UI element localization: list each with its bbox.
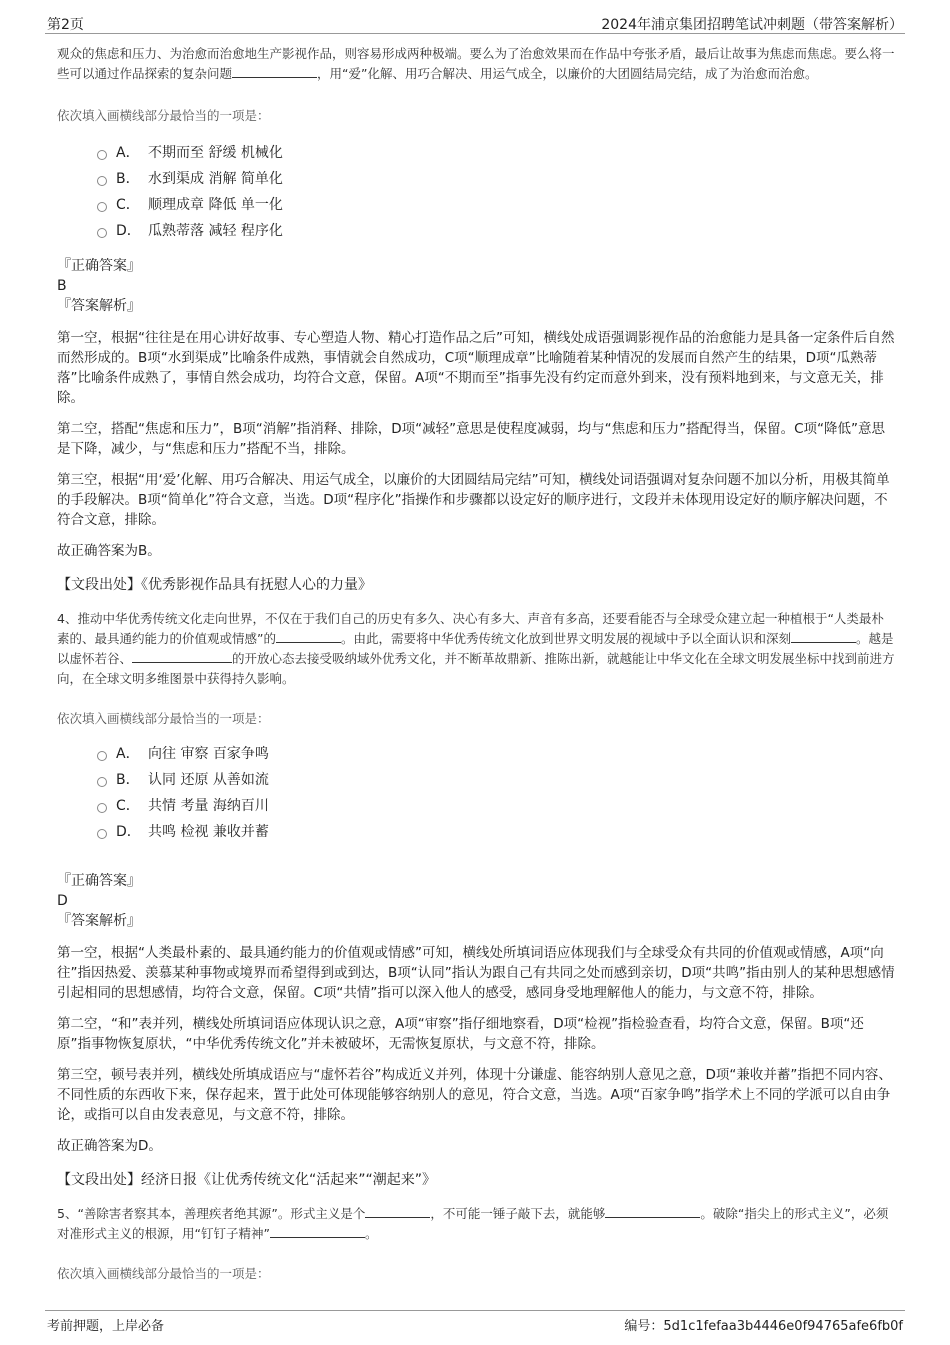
q3-option-c[interactable]: C． 顺理成章 降低 单一化 <box>97 192 895 218</box>
q4-source: 【文段出处】经济日报《让优秀传统文化“活起来”“潮起来”》 <box>57 1172 437 1188</box>
q3-analysis-paragraph: 第一空，根据“往往是在用心讲好故事、专心塑造人物、精心打造作品之后”可知，横线处成语强调影视作品的治愈能力是具备一定条件后自然而然形成的。B项“水到渠成”比喻条件成熟，事情就会自然成功，C项“顺理成章”比喻随着某种情况的发展而自然产生的结果，D项“瓜熟蒂落”比喻条件成熟了，事情自然会成功，均符合文意，保留。A项“不期而至”指事先没有约定而意外到来，没有预料地到来，与文意无关，排除。 <box>57 330 895 406</box>
q5-blank-1 <box>365 1204 430 1218</box>
q3-blank-3 <box>232 64 317 78</box>
q4-option-b[interactable]: B． 认同 还原 从善如流 <box>97 767 895 793</box>
q3-answer-label: 『正确答案』 <box>57 258 141 274</box>
q4-analysis-paragraph: 第三空，顿号表并列，横线处所填成语应与“虚怀若谷”构成近义并列，体现十分谦虚、能容纳别人意见之意，D项“兼收并蓄”指把不同内容、不同性质的东西收下来，保存起来，置于此处可体现能够容纳别人的意见，符合文意，当选。A项“百家争鸣”指学术上不同的学派可以自由争论，或指可以自由发表意见，与文意不符，排除。 <box>57 1067 892 1123</box>
q4-blank-3 <box>132 649 232 663</box>
q4-option-d[interactable]: D． 共鸣 检视 兼收并蓄 <box>97 819 895 845</box>
q3-analysis-label: 『答案解析』 <box>57 298 141 314</box>
q4-option-c[interactable]: C． 共情 考量 海纳百川 <box>97 793 895 819</box>
radio-icon[interactable] <box>97 176 107 186</box>
q3-analysis-paragraph: 第三空，根据“用‘爱’化解、用巧合解决、用运气成全，以廉价的大团圆结局完结”可知，横线处词语强调对复杂问题不加以分析，用极其简单的手段解决。B项“简单化”符合文意，当选。D项“程序化”指操作和步骤都以设定好的顺序进行，文段并未体现用设定好的顺序解决问题，不符合文意，排除。 <box>57 472 890 528</box>
radio-icon[interactable] <box>97 202 107 212</box>
q5-prompt: 依次填入画横线部分最恰当的一项是： <box>57 1266 270 1281</box>
q4-option-a[interactable]: A． 向往 审察 百家争鸣 <box>97 741 895 767</box>
q5-blank-3 <box>270 1224 365 1238</box>
q3-prompt: 依次填入画横线部分最恰当的一项是： <box>57 108 270 123</box>
q4-question-text: 4、推动中华优秀传统文化走向世界，不仅在于我们自己的历史有多久、决心有多大、声音有多高，还要看能否与全球受众建立起一种植根于“人类最朴素的、最具通约能力的价值观或情感”的 。由此，需要将中华优秀传统文化放到世界文明发展的视域中予以全面认识和深刻 。越是以虚怀若谷、 的开放心态去接受吸纳域外优秀文化，并不断革故鼎新、推陈出新，就越能让中华文化在全球文明发展坐标中找到前进方向，在全球文明多维图景中获得持久影响。 <box>57 611 895 686</box>
q3-source: 【文段出处】《优秀影视作品具有抚慰人心的力量》 <box>57 577 372 593</box>
q3-options <box>97 140 895 244</box>
q4-analysis-paragraph: 第二空，“和”表并列，横线处所填词语应体现认识之意，A项“审察”指仔细地察看，D项“检视”指检验查看，均符合文意，保留。B项“还原”指事物恢复原状，“中华优秀传统文化”并未被破坏，无需恢复原状，与文意不符，排除。 <box>57 1016 864 1052</box>
q3-analysis-paragraph: 第二空，搭配“焦虑和压力”，B项“消解”指消释、排除，D项“减轻”意思是使程度减弱，均与“焦虑和压力”搭配得当，保留。C项“降低”意思是下降，减少，与“焦虑和压力”搭配不当，排除。 <box>57 421 886 457</box>
radio-icon[interactable] <box>97 751 107 761</box>
q3-continued-text: 观众的焦虑和压力、为治愈而治愈地生产影视作品，则容易形成两种极端。要么为了治愈效果而在作品中夸张矛盾，最后让故事为焦虑而焦虑。要么将一些可以通过作品探索的复杂问题 ，用“爱”化解、用巧合解决、用运气成全，以廉价的大团圆结局完结，成了为治愈而治愈。 <box>57 46 895 81</box>
q5-question-text: 5、“善除害者察其本，善理疾者绝其源”。形式主义是个 ，不可能一锤子敲下去，就能够 。破除“指尖上的形式主义”，必须对准形式主义的根源，用“钉钉子精神” 。 <box>57 1206 889 1241</box>
radio-icon[interactable] <box>97 228 107 238</box>
q4-prompt: 依次填入画横线部分最恰当的一项是： <box>57 711 270 726</box>
document-title: 2024年浦京集团招聘笔试冲刺题（带答案解析） <box>601 17 903 33</box>
radio-icon[interactable] <box>97 829 107 839</box>
q3-option-b[interactable]: B． 水到渠成 消解 简单化 <box>97 166 895 192</box>
q4-answer: D <box>57 893 68 909</box>
q4-answer-label: 『正确答案』 <box>57 873 141 889</box>
radio-icon[interactable] <box>97 803 107 813</box>
q5-blank-2 <box>605 1204 700 1218</box>
q3-option-d[interactable]: D． 瓜熟蒂落 减轻 程序化 <box>97 218 895 244</box>
footer-slogan: 考前押题，上岸必备 <box>47 1319 165 1334</box>
page-content <box>57 44 895 1282</box>
q4-blank-2 <box>791 629 856 643</box>
q4-options <box>97 741 895 845</box>
page-footer <box>45 1310 905 1332</box>
document-code: 编号：5d1c1fefaa3b4446e0f94765afe6fb0f <box>624 1319 903 1334</box>
q4-blank-1 <box>276 629 341 643</box>
q4-analysis-paragraph: 第一空，根据“人类最朴素的、最具通约能力的价值观或情感”可知，横线处所填词语应体现我们与全球受众有共同的价值观或情感，A项“向往”指因热爱、羡慕某种事物或境界而希望得到或到达，B项“认同”指认为跟自己有共同之处而感到亲切，D项“共鸣”指由别人的某种思想感情引起相同的思想感情，均符合文意，保留。C项“共情”指可以深入他人的感受，感同身受地理解他人的能力，与文意不符，排除。 <box>57 945 895 1001</box>
radio-icon[interactable] <box>97 150 107 160</box>
q4-analysis-label: 『答案解析』 <box>57 913 141 929</box>
page-number: 第2页 <box>47 17 84 33</box>
q3-option-a[interactable]: A． 不期而至 舒缓 机械化 <box>97 140 895 166</box>
radio-icon[interactable] <box>97 777 107 787</box>
page-header <box>45 12 905 34</box>
q3-analysis-conclusion: 故正确答案为B。 <box>57 543 161 559</box>
q4-analysis-conclusion: 故正确答案为D。 <box>57 1138 162 1154</box>
q3-answer: B <box>57 278 67 294</box>
